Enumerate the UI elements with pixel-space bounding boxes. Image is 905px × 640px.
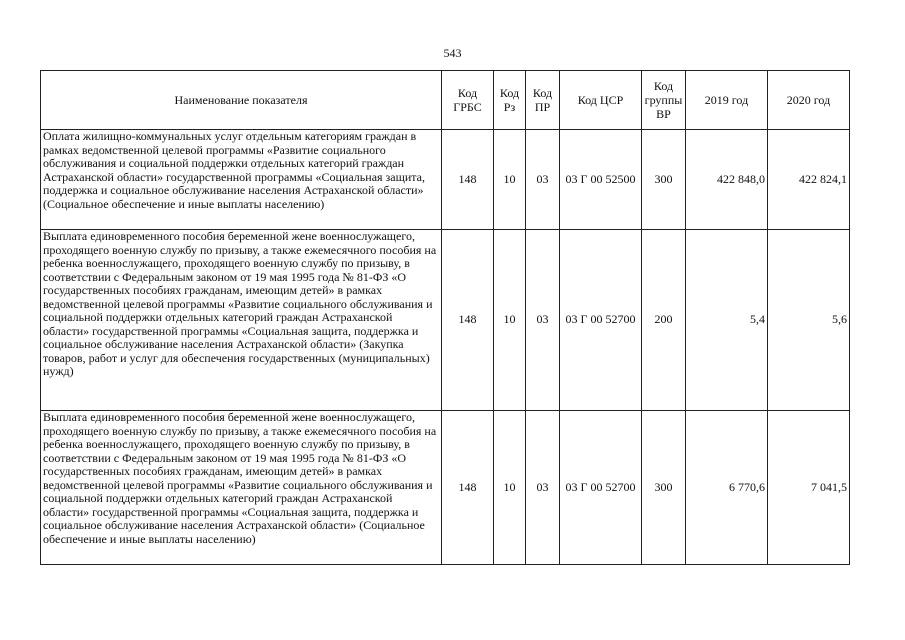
- row-grbs: 148: [442, 130, 494, 230]
- table-row: [41, 130, 850, 230]
- header-csr: Код ЦСР: [560, 71, 642, 130]
- table-row: [41, 230, 850, 411]
- row-grbs: 148: [442, 411, 494, 565]
- row-csr: 03 Г 00 52700: [560, 411, 642, 565]
- row-2020: 7 041,5: [768, 411, 850, 565]
- header-rz: Код Рз: [494, 71, 526, 130]
- table-row: [41, 411, 850, 565]
- header-row: [41, 71, 850, 130]
- header-2019: 2019 год: [686, 71, 768, 130]
- header-vr: Код группы ВР: [642, 71, 686, 130]
- row-rz: 10: [494, 230, 526, 411]
- page-number: 543: [443, 46, 462, 60]
- row-2019: 422 848,0: [686, 130, 768, 230]
- budget-table: [40, 70, 850, 565]
- row-2020: 5,6: [768, 230, 850, 411]
- row-grbs: 148: [442, 230, 494, 411]
- row-2019: 5,4: [686, 230, 768, 411]
- row-2019: 6 770,6: [686, 411, 768, 565]
- row-pr: 03: [526, 130, 560, 230]
- row-vr: 300: [642, 130, 686, 230]
- row-name: Оплата жилищно-коммунальных услуг отдельным категориям граждан в рамках ведомственной целевой программы «Развитие социального обслуживания и социальной поддержки отдельных категорий граждан Астраханской области» государственной программы «Социальная защита, поддержка и социальное обслуживание населения Астраханской области» (Социальное обеспечение и иные выплаты населению): [41, 130, 442, 230]
- row-2020: 422 824,1: [768, 130, 850, 230]
- row-name: Выплата единовременного пособия беременной жене военнослужащего, проходящего военную службу по призыву, а также ежемесячного пособия на ребенка военнослужащего, проходящего военную службу по призыву, в соответствии с Федеральным законом от 19 мая 1995 года № 81-ФЗ «О государственных пособиях гражданам, имеющим детей» в рамках ведомственной целевой программы «Развитие социального обслуживания и социальной поддержки отдельных категорий граждан Астраханской области» государственной программы «Социальная защита, поддержка и социальное обслуживание населения Астраханской области» (Закупка товаров, работ и услуг для обеспечения государственных (муниципальных) нужд): [41, 230, 442, 411]
- row-pr: 03: [526, 411, 560, 565]
- row-pr: 03: [526, 230, 560, 411]
- row-name: Выплата единовременного пособия беременной жене военнослужащего, проходящего военную службу по призыву, а также ежемесячного пособия на ребенка военнослужащего, проходящего военную службу по призыву, в соответствии с Федеральным законом от 19 мая 1995 года № 81-ФЗ «О государственных пособиях гражданам, имеющим детей» в рамках ведомственной целевой программы «Развитие социального обслуживания и социальной поддержки отдельных категорий граждан Астраханской области» государственной программы «Социальная защита, поддержка и социальное обслуживание населения Астраханской области» (Социальное обеспечение и иные выплаты населению): [41, 411, 442, 565]
- header-2020: 2020 год: [768, 71, 850, 130]
- row-rz: 10: [494, 411, 526, 565]
- row-rz: 10: [494, 130, 526, 230]
- header-name: Наименование показателя: [41, 71, 442, 130]
- row-vr: 200: [642, 230, 686, 411]
- row-csr: 03 Г 00 52700: [560, 230, 642, 411]
- row-csr: 03 Г 00 52500: [560, 130, 642, 230]
- header-pr: Код ПР: [526, 71, 560, 130]
- row-vr: 300: [642, 411, 686, 565]
- header-grbs: Код ГРБС: [442, 71, 494, 130]
